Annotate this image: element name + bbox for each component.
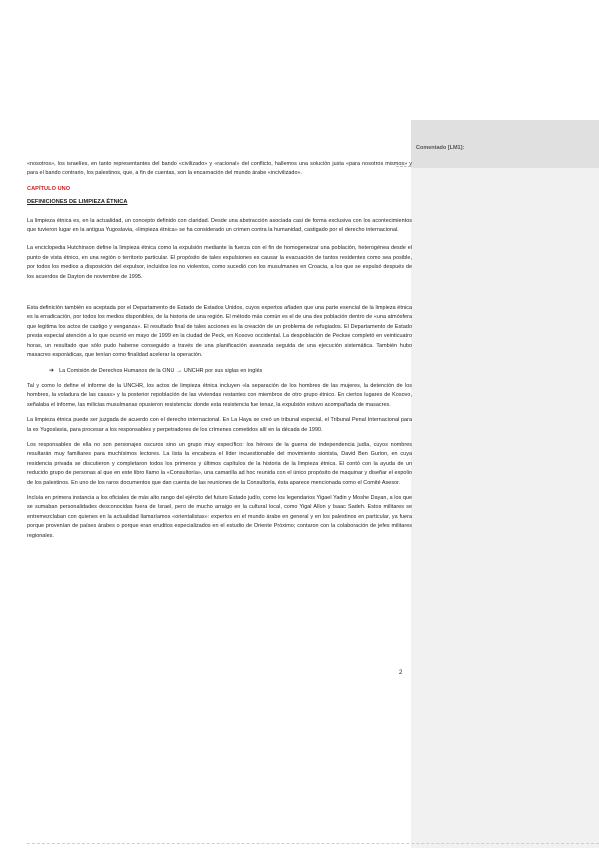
section-title: DEFINICIONES DE LIMPIEZA ÉTNICA	[27, 199, 128, 206]
comment-label[interactable]: Comentado [LM1]:	[416, 145, 465, 151]
paragraph-7: Incluía en primera instancia a los oficiales de más alto rango del ejército del futuro Estado judío, como los legendarios Yigael Yadin y Moshe Dayan, a los que se sumaban personalidades desconocidas fuera de Israel, pero de mucho arraigo en la cultural local, como Yigal Allon y Isaac Sadeh. Estos militares se entremezclaban con quienes en la actualidad llamaríamos «orientalistas»: expertos en el mundo árabe en general y en los palestinos en particular, ya fuera porque provenían de países árabes o porque eran eruditos especializados en el estudio de Oriente Próximo; contaron con la colaboración de jefes militares regionales.	[27, 494, 412, 539]
chapter-title: CAPÍTULO UNO	[27, 185, 71, 192]
arrow-right-icon: →	[174, 367, 184, 374]
intro-paragraph: «nosotros», los israelíes, en tanto representantes del bando «civilizado» y «racional» del conflicto, hallemos una solución justa «para nosotros mismos» y para el bando contrario, los palestinos, que, a fin de cuentas, son la encarnación del mundo árabe «incivilizado».	[27, 161, 412, 177]
page-bottom-rule	[27, 843, 599, 844]
comment-header[interactable]	[411, 120, 599, 168]
page-number: 2	[399, 670, 403, 676]
paragraph-4: Tal y como lo define el informe de la UNCHR, los actos de limpieza étnica incluyen «la separación de los hombres de las mujeres, la detención de los hombres, la voladura de las casas» y la posterior repoblación de las viviendas restantes con miembros de otro grupo étnico. En ciertos lugares de Kosovo, señalaba el informe, las milicias musulmanas opusieron resistencia: donde esta resistencia fue tenaz, la expulsión estuvo acompañada de masacres.	[27, 382, 412, 408]
arrow-list-item	[49, 367, 412, 376]
paragraph-3: Esta definición también es aceptada por el Departamento de Estado de Estados Unidos, cuyos expertos añaden que una parte esencial de la limpieza étnica es la erradicación, por todos los medios disponibles, de la historia de una región. El método más común es el de una des población dentro de «una atmósfera que legitima los actos de castigo y venganza». El resultado final de tales acciones es la creación de un problema de refugiados. El Departamento de Estado presta especial atención a lo que ocurrió en mayo de 1999 en la ciudad de Peck, en Kosovo occidental. La despoblación de Peckse completó en veinticuatro horas, un resultado que sólo pudo haberse conseguido a través de una planificación avanzada seguida de una ejecución sistemática. También hubo masacres esporádicas, que tenían como finalidad acelerar la operación.	[27, 305, 412, 359]
arrow-item-text-a: La Comisión de Derechos Humanos de la ONU	[59, 367, 175, 374]
comment-pane	[411, 120, 599, 848]
paragraph-6: Los responsables de ella no son personajes oscuros sino un grupo muy específico: los héroes de la guerra de independencia judía, cuyos nombres resultarán muy familiares para muchísimos lectores. La lista la encabeza el líder incuestionable del movimiento sionista, David Ben Gurion, en cuya residencia privada se discutieron y completaron todos los primeros y últimos capítulos de la historia de la limpieza étnica. El contó con la ayuda de un reducido grupo de personas al que en este libro llamo la «Consultoría», una camarilla ad hoc reunida con el único propósito de maquinar y diseñar el expolio de los palestinos. En uno de los raros documentos que dan cuenta de las reuniones de la Consultoría, ésta aparece mencionada como el Comité Asesor.	[27, 441, 412, 486]
paragraph-5: La limpieza étnica puede ser juzgada de acuerdo con el derecho internacional. En La Haya se creó un tribunal especial, el Tribunal Penal Internacional para la ex Yugoslavia, para procesar a los responsables y perpetradores de los crímenes cometidos allí en la década de 1990.	[27, 417, 412, 433]
arrow-item-text-b: UNCHR por sus siglas en inglés	[183, 367, 263, 374]
arrow-bullet-icon: ➔	[49, 367, 55, 374]
body-text	[27, 160, 412, 547]
paragraph-2: La enciclopedia Hutchinson define la limpieza étnica como la expulsión mediante la fuerza con el fin de homogeneizar una población, heterogénea desde el punto de vista étnico, en una región o territorio particular. El propósito de tales expulsiones es causar la evacuación de tantos residentes como sea posible, por todos los medios a disposición del expulsor, incluidos los no violentos, como sucedió con los musulmanes en Croacia, a los que se expulsó después de los acuerdos de Dayton de noviembre de 1995.	[27, 245, 412, 280]
paragraph-1: La limpieza étnica es, en la actualidad, un concepto definido con claridad. Desde una abstracción asociada casi de forma exclusiva con los acontecimientos que tuvieron lugar en la antigua Yugoslavia, «limpieza étnica» se ha considerado un crimen contra la humanidad, castigado por el derecho internacional.	[27, 217, 412, 234]
